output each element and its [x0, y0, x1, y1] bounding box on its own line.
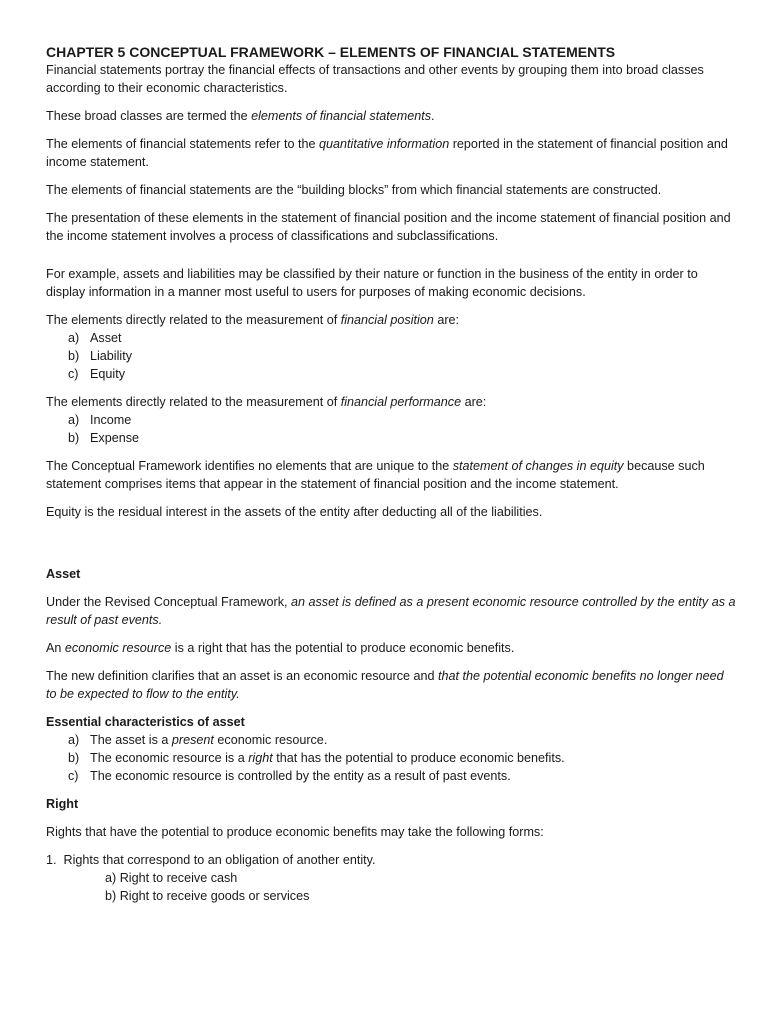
paragraph-financial-performance: The elements directly related to the measurement of financial performance are: — [46, 395, 487, 409]
paragraph-rights-forms: Rights that have the potential to produce economic benefits may take the following forms: — [46, 825, 544, 839]
financial-performance-list — [46, 411, 736, 447]
paragraph-financial-position: The elements directly related to the measurement of financial position are: — [46, 313, 460, 327]
paragraph-building-blocks: The elements of financial statements are the “building blocks” from which financial statements are constructed. — [46, 183, 662, 197]
paragraph-broad-classes: These broad classes are termed the elements of financial statements. — [46, 109, 435, 123]
paragraph-new-definition: The new definition clarifies that an asset is an economic resource and that the potential economic benefits no longer need to be expected to flow to the entity. — [46, 669, 724, 701]
list-item: b) Liability — [68, 349, 132, 363]
rights-list-item-1: 1. Rights that correspond to an obligation of another entity. — [46, 853, 376, 867]
chapter-title: CHAPTER 5 CONCEPTUAL FRAMEWORK – ELEMENTS OF FINANCIAL STATEMENTS — [46, 44, 616, 60]
list-item: b) Expense — [68, 431, 140, 445]
paragraph-economic-resource: An economic resource is a right that has the potential to produce economic benefits. — [46, 641, 515, 655]
paragraph-example: For example, assets and liabilities may be classified by their nature or function in the business of the entity in order to display information in a manner most useful to users for purposes of making economic decisions. — [46, 267, 698, 299]
document-page — [46, 43, 736, 905]
paragraph-equity-definition: Equity is the residual interest in the assets of the entity after deducting all of the liabilities. — [46, 505, 543, 519]
characteristics-list — [46, 731, 736, 785]
list-item: a) Asset — [68, 331, 122, 345]
list-item: a) Income — [68, 413, 132, 427]
paragraph-presentation: The presentation of these elements in the statement of financial position and the income statement of financial position and the income statement involves a process of classifications and subclassifications. — [46, 211, 731, 243]
rights-sub-item: b) Right to receive goods or services — [105, 889, 310, 903]
list-item: b) The economic resource is a right that has the potential to produce economic benefits. — [68, 751, 565, 765]
asset-heading: Asset — [46, 567, 81, 581]
paragraph-asset-definition: Under the Revised Conceptual Framework, an asset is defined as a present economic resource controlled by the entity as a result of past events. — [46, 595, 736, 627]
list-item: a) The asset is a present economic resource. — [68, 733, 328, 747]
rights-sub-item: a) Right to receive cash — [105, 871, 238, 885]
financial-position-list — [46, 329, 736, 383]
paragraph-changes-in-equity: The Conceptual Framework identifies no elements that are unique to the statement of changes in equity because such statement comprises items that appear in the statement of financial position and the income statement. — [46, 459, 705, 491]
characteristics-heading: Essential characteristics of asset — [46, 715, 245, 729]
right-heading: Right — [46, 797, 79, 811]
list-item: c) Equity — [68, 367, 126, 381]
list-item: c) The economic resource is controlled by the entity as a result of past events. — [68, 769, 511, 783]
paragraph-quantitative-information: The elements of financial statements refer to the quantitative information reported in the statement of financial position and income statement. — [46, 137, 728, 169]
intro-paragraph: Financial statements portray the financial effects of transactions and other events by grouping them into broad classes according to their economic characteristics. — [46, 63, 704, 95]
